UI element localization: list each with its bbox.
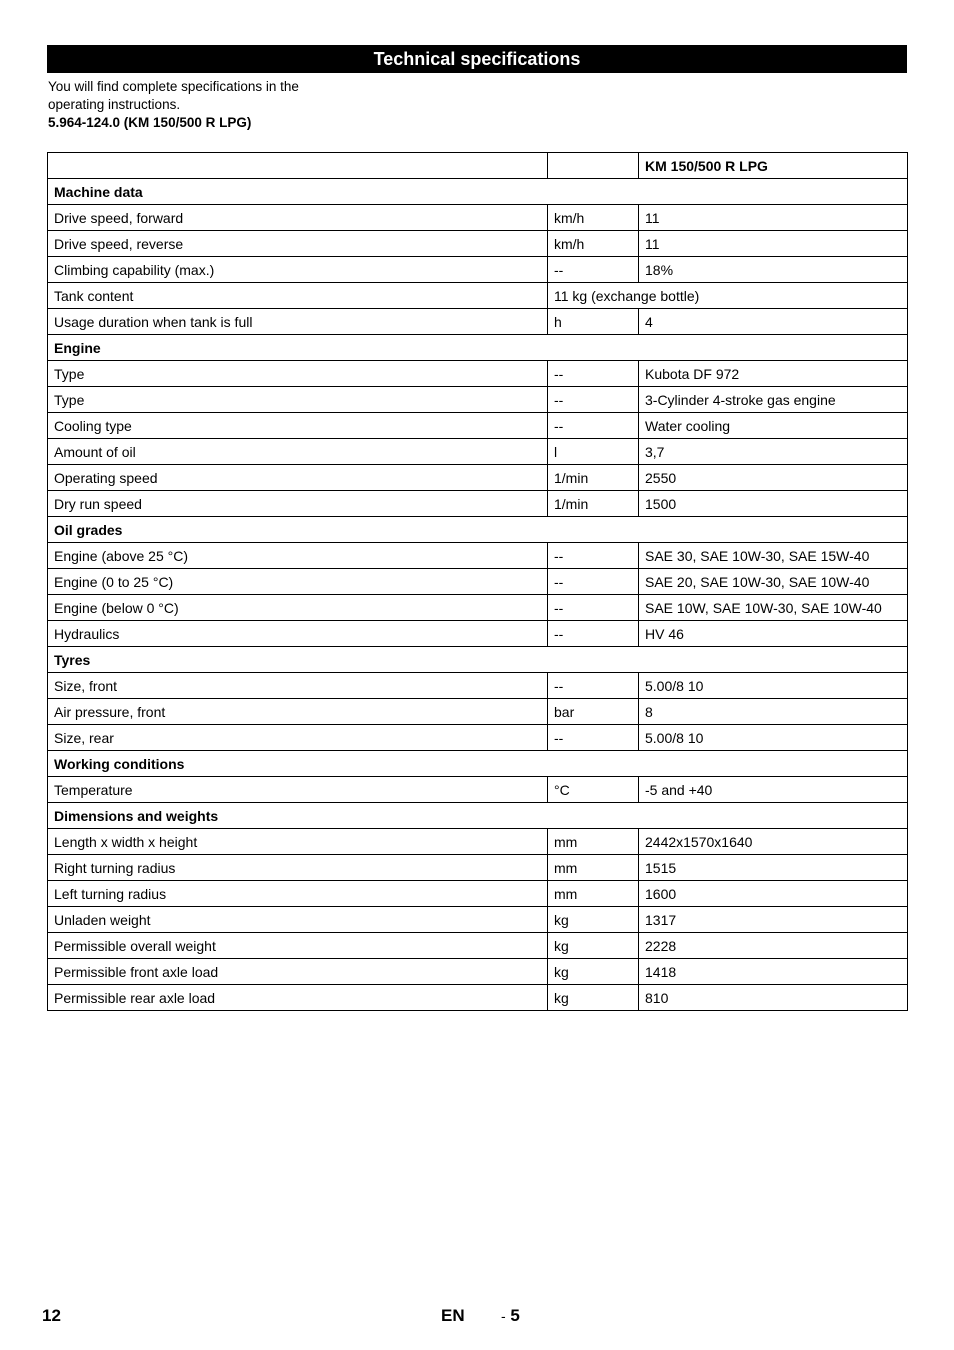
row-value: 11 <box>639 231 908 257</box>
table-row <box>48 543 908 569</box>
row-label: Operating speed <box>48 465 548 491</box>
specifications-table <box>47 152 908 1011</box>
row-unit: -- <box>548 725 639 751</box>
table-row <box>48 855 908 881</box>
row-unit: mm <box>548 855 639 881</box>
row-unit: -- <box>548 361 639 387</box>
row-unit: -- <box>548 621 639 647</box>
table-row <box>48 673 908 699</box>
row-unit: km/h <box>548 231 639 257</box>
table-row <box>48 439 908 465</box>
row-value: 11 kg (exchange bottle) <box>548 283 908 309</box>
intro-line-1: You will find complete specifications in the <box>48 79 299 94</box>
row-unit: km/h <box>548 205 639 231</box>
row-unit: -- <box>548 387 639 413</box>
section-title: Working conditions <box>48 751 908 777</box>
section-title: Oil grades <box>48 517 908 543</box>
row-unit: 1/min <box>548 491 639 517</box>
row-value: 2228 <box>639 933 908 959</box>
row-unit: l <box>548 439 639 465</box>
table-row <box>48 777 908 803</box>
row-unit: -- <box>548 595 639 621</box>
table-row <box>48 881 908 907</box>
row-label: Right turning radius <box>48 855 548 881</box>
row-label: Type <box>48 361 548 387</box>
table-row <box>48 361 908 387</box>
row-label: Drive speed, forward <box>48 205 548 231</box>
row-unit: bar <box>548 699 639 725</box>
row-label: Type <box>48 387 548 413</box>
row-label: Air pressure, front <box>48 699 548 725</box>
table-row <box>48 491 908 517</box>
row-value: 1317 <box>639 907 908 933</box>
section-title: Dimensions and weights <box>48 803 908 829</box>
row-label: Length x width x height <box>48 829 548 855</box>
row-value: 3,7 <box>639 439 908 465</box>
intro-line-2: operating instructions. <box>48 97 181 112</box>
row-label: Temperature <box>48 777 548 803</box>
intro-text <box>48 78 388 132</box>
row-value: 3-Cylinder 4-stroke gas engine <box>639 387 908 413</box>
table-row <box>48 907 908 933</box>
row-value: 18% <box>639 257 908 283</box>
row-value: 1500 <box>639 491 908 517</box>
row-value: 5.00/8 10 <box>639 673 908 699</box>
row-value: 2442x1570x1640 <box>639 829 908 855</box>
row-label: Climbing capability (max.) <box>48 257 548 283</box>
row-value: SAE 30, SAE 10W-30, SAE 15W-40 <box>639 543 908 569</box>
row-value: 11 <box>639 205 908 231</box>
table-row <box>48 569 908 595</box>
table-row <box>48 829 908 855</box>
section-title: Tyres <box>48 647 908 673</box>
row-label: Unladen weight <box>48 907 548 933</box>
table-row <box>48 413 908 439</box>
row-unit: kg <box>548 985 639 1011</box>
table-row <box>48 933 908 959</box>
row-label: Engine (below 0 °C) <box>48 595 548 621</box>
section-title: Engine <box>48 335 908 361</box>
row-unit: -- <box>548 257 639 283</box>
row-value: -5 and +40 <box>639 777 908 803</box>
row-value: SAE 10W, SAE 10W-30, SAE 10W-40 <box>639 595 908 621</box>
row-label: Engine (above 25 °C) <box>48 543 548 569</box>
table-row <box>48 387 908 413</box>
header-cell-model: KM 150/500 R LPG <box>639 153 908 179</box>
row-unit: -- <box>548 569 639 595</box>
row-unit: 1/min <box>548 465 639 491</box>
table-row <box>48 309 908 335</box>
row-unit: kg <box>548 959 639 985</box>
sub-page-value: 5 <box>510 1306 520 1325</box>
row-label: Permissible overall weight <box>48 933 548 959</box>
row-label: Dry run speed <box>48 491 548 517</box>
row-unit: kg <box>548 933 639 959</box>
section-header-row <box>48 335 908 361</box>
row-value: 1418 <box>639 959 908 985</box>
row-unit: kg <box>548 907 639 933</box>
row-value: 2550 <box>639 465 908 491</box>
row-label: Drive speed, reverse <box>48 231 548 257</box>
section-header-row <box>48 517 908 543</box>
row-label: Engine (0 to 25 °C) <box>48 569 548 595</box>
sub-page-number <box>501 1306 520 1326</box>
section-header-row <box>48 803 908 829</box>
section-header-row <box>48 179 908 205</box>
row-label: Usage duration when tank is full <box>48 309 548 335</box>
section-header-row <box>48 647 908 673</box>
row-unit: mm <box>548 829 639 855</box>
row-label: Amount of oil <box>48 439 548 465</box>
row-unit: h <box>548 309 639 335</box>
table-row <box>48 621 908 647</box>
row-label: Left turning radius <box>48 881 548 907</box>
row-label: Hydraulics <box>48 621 548 647</box>
table-header-row <box>48 153 908 179</box>
table-row <box>48 959 908 985</box>
row-value: 5.00/8 10 <box>639 725 908 751</box>
page-title: Technical specifications <box>47 45 907 73</box>
row-unit: -- <box>548 673 639 699</box>
row-unit: -- <box>548 543 639 569</box>
row-label: Cooling type <box>48 413 548 439</box>
row-label: Size, rear <box>48 725 548 751</box>
table-row <box>48 205 908 231</box>
row-unit: mm <box>548 881 639 907</box>
row-value: Kubota DF 972 <box>639 361 908 387</box>
row-unit: °C <box>548 777 639 803</box>
model-number: 5.964-124.0 (KM 150/500 R LPG) <box>48 115 252 130</box>
section-header-row <box>48 751 908 777</box>
table-row <box>48 231 908 257</box>
row-value: 810 <box>639 985 908 1011</box>
table-row <box>48 283 908 309</box>
table-row <box>48 465 908 491</box>
language-code: EN <box>441 1306 465 1325</box>
row-value: 4 <box>639 309 908 335</box>
header-cell-label <box>48 153 548 179</box>
row-label: Permissible rear axle load <box>48 985 548 1011</box>
row-unit: -- <box>548 413 639 439</box>
row-label: Permissible front axle load <box>48 959 548 985</box>
row-label: Size, front <box>48 673 548 699</box>
table-row <box>48 725 908 751</box>
row-value: Water cooling <box>639 413 908 439</box>
header-cell-unit <box>548 153 639 179</box>
row-value: 1515 <box>639 855 908 881</box>
row-value: 1600 <box>639 881 908 907</box>
row-value: SAE 20, SAE 10W-30, SAE 10W-40 <box>639 569 908 595</box>
table-row <box>48 595 908 621</box>
section-title: Machine data <box>48 179 908 205</box>
table-row <box>48 985 908 1011</box>
page-number: 12 <box>42 1306 61 1325</box>
row-value: HV 46 <box>639 621 908 647</box>
table-row <box>48 257 908 283</box>
row-value: 8 <box>639 699 908 725</box>
row-label: Tank content <box>48 283 548 309</box>
table-row <box>48 699 908 725</box>
sub-page-dash: - <box>501 1308 506 1324</box>
